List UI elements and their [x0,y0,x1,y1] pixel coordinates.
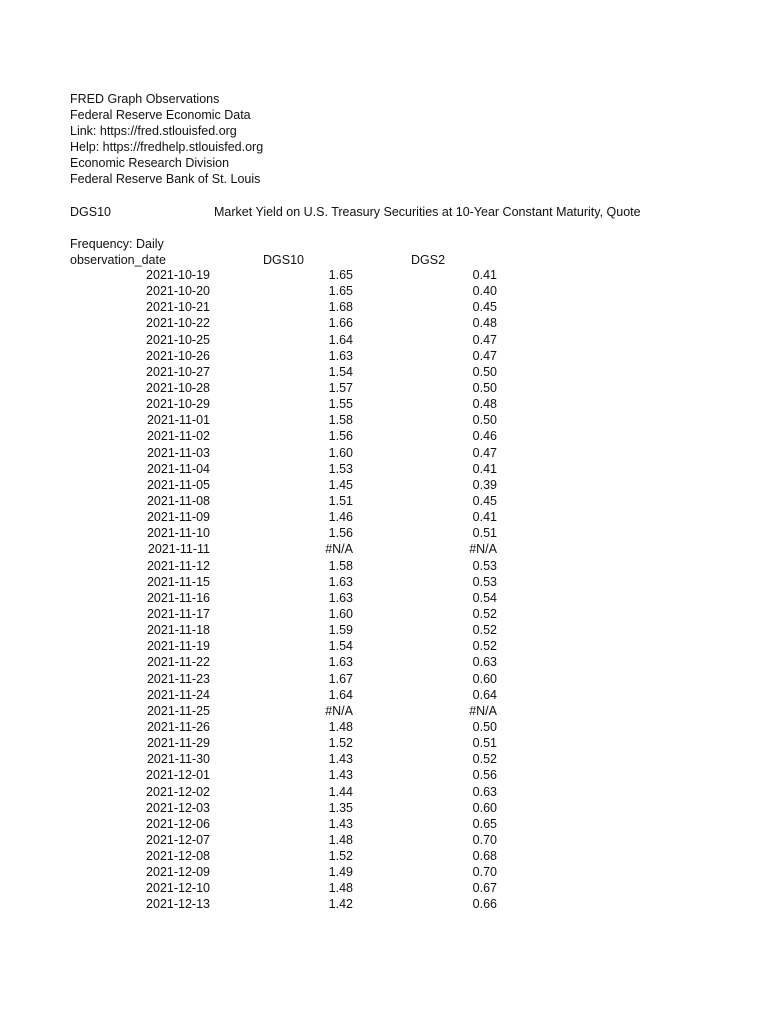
dgs10-value-cell: 1.43 [328,816,353,831]
observation-date-cell: 2021-10-22 [146,316,210,331]
dgs2-value-cell: 0.53 [472,574,497,589]
dgs2-value-cell: 0.66 [472,897,497,912]
table-row [0,703,768,719]
dgs10-value-cell: 1.57 [328,380,353,395]
table-row [0,332,768,348]
observation-date-cell: 2021-12-02 [146,784,210,799]
dgs10-value-cell: 1.59 [328,623,353,638]
dgs10-value-cell: 1.64 [328,332,353,347]
series-id: DGS10 [70,205,111,219]
dgs2-value-cell: 0.40 [472,284,497,299]
table-row [0,735,768,751]
dgs2-value-cell: #N/A [469,542,497,557]
dgs10-value-cell: 1.35 [328,800,353,815]
table-row [0,541,768,557]
table-row [0,719,768,735]
observation-date-cell: 2021-11-19 [146,639,210,654]
dgs2-value-cell: 0.64 [472,687,497,702]
observation-date-cell: 2021-12-08 [146,849,210,864]
dgs2-value-cell: 0.60 [472,671,497,686]
table-row [0,590,768,606]
dgs2-value-cell: 0.50 [472,364,497,379]
table-row [0,767,768,783]
dgs2-value-cell: 0.47 [472,348,497,363]
dgs2-value-cell: 0.50 [472,380,497,395]
table-row [0,445,768,461]
observation-date-cell: 2021-12-09 [146,865,210,880]
observation-date-cell: 2021-10-28 [146,380,210,395]
table-row [0,283,768,299]
observation-date-cell: 2021-12-01 [146,768,210,783]
table-row [0,654,768,670]
dgs10-value-cell: 1.44 [328,784,353,799]
table-row [0,896,768,912]
observation-date-cell: 2021-11-24 [146,687,210,702]
table-row [0,880,768,896]
dgs2-value-cell: 0.52 [472,639,497,654]
observation-date-cell: 2021-12-13 [146,897,210,912]
column-header-dgs10: DGS10 [263,253,304,267]
dgs2-value-cell: 0.52 [472,752,497,767]
dgs10-value-cell: 1.65 [328,268,353,282]
table-row [0,364,768,380]
observation-date-cell: 2021-10-27 [146,364,210,379]
table-row [0,800,768,816]
table-row [0,477,768,493]
observation-date-cell: 2021-11-11 [147,542,210,557]
observation-date-cell: 2021-11-25 [146,703,210,718]
table-row [0,832,768,848]
dgs10-value-cell: 1.58 [328,413,353,428]
dgs10-value-cell: 1.52 [328,736,353,751]
division-line: Economic Research Division [70,156,230,170]
observation-date-cell: 2021-11-04 [146,461,210,476]
table-row [0,848,768,864]
dgs2-value-cell: 0.70 [472,865,497,880]
table-row [0,267,768,283]
observation-date-cell: 2021-10-19 [146,268,210,282]
observation-date-cell: 2021-11-08 [146,493,210,508]
dgs10-value-cell: 1.66 [328,316,353,331]
link-line: Link: https://fred.stlouisfed.org [70,124,237,138]
dgs2-value-cell: 0.50 [472,719,497,734]
dgs10-value-cell: 1.63 [328,574,353,589]
observation-date-cell: 2021-12-07 [146,832,210,847]
observations-table [0,267,768,913]
observation-date-cell: 2021-11-10 [146,526,210,541]
dgs10-value-cell: 1.42 [328,897,353,912]
observation-date-cell: 2021-11-15 [146,574,210,589]
table-row [0,493,768,509]
table-row [0,671,768,687]
table-row [0,751,768,767]
dgs10-value-cell: 1.60 [328,606,353,621]
dgs10-value-cell: #N/A [325,542,353,557]
observation-date-cell: 2021-11-05 [146,477,210,492]
dgs10-value-cell: 1.56 [328,429,353,444]
series-title: Market Yield on U.S. Treasury Securities at 10-Year Constant Maturity, Quote [214,205,641,219]
table-row [0,687,768,703]
observation-date-cell: 2021-11-26 [146,719,210,734]
table-row [0,574,768,590]
observation-date-cell: 2021-10-25 [146,332,210,347]
bank-line: Federal Reserve Bank of St. Louis [70,172,261,186]
table-row [0,606,768,622]
observation-date-cell: 2021-11-01 [146,413,210,428]
dgs10-value-cell: 1.56 [328,526,353,541]
dgs10-value-cell: 1.48 [328,832,353,847]
help-line: Help: https://fredhelp.stlouisfed.org [70,140,264,154]
dgs2-value-cell: 0.45 [472,300,497,315]
dgs10-value-cell: 1.65 [328,284,353,299]
table-row [0,348,768,364]
dgs2-value-cell: #N/A [469,703,497,718]
dgs10-value-cell: 1.48 [328,719,353,734]
table-row [0,558,768,574]
observation-date-cell: 2021-12-03 [146,800,210,815]
dgs10-value-cell: 1.43 [328,752,353,767]
dgs2-value-cell: 0.50 [472,413,497,428]
observation-date-cell: 2021-11-30 [146,752,210,767]
observation-date-cell: 2021-10-21 [146,300,210,315]
column-header-dgs2: DGS2 [411,253,446,267]
dgs2-value-cell: 0.39 [472,477,497,492]
observation-date-cell: 2021-11-23 [146,671,210,686]
observation-date-cell: 2021-11-12 [146,558,210,573]
table-row [0,396,768,412]
column-header-date: observation_date [70,253,166,267]
dgs2-value-cell: 0.41 [472,510,497,525]
dgs10-value-cell: 1.67 [328,671,353,686]
observation-date-cell: 2021-11-16 [146,590,210,605]
observation-date-cell: 2021-11-03 [146,445,210,460]
dgs2-value-cell: 0.68 [472,849,497,864]
observation-date-cell: 2021-12-10 [146,881,210,896]
observation-date-cell: 2021-12-06 [146,816,210,831]
dgs2-value-cell: 0.63 [472,784,497,799]
table-row [0,622,768,638]
dgs2-value-cell: 0.41 [472,268,497,282]
dgs2-value-cell: 0.65 [472,816,497,831]
dgs2-value-cell: 0.54 [472,590,497,605]
table-row [0,412,768,428]
dgs10-value-cell: 1.45 [328,477,353,492]
source-name: Federal Reserve Economic Data [70,108,251,122]
dgs10-value-cell: 1.64 [328,687,353,702]
dgs10-value-cell: 1.55 [328,397,353,412]
dgs10-value-cell: 1.46 [328,510,353,525]
observation-date-cell: 2021-11-29 [146,736,210,751]
dgs10-value-cell: 1.53 [328,461,353,476]
observation-date-cell: 2021-11-02 [146,429,210,444]
observation-date-cell: 2021-10-26 [146,348,210,363]
dgs2-value-cell: 0.51 [472,736,497,751]
dgs2-value-cell: 0.45 [472,493,497,508]
table-row [0,816,768,832]
dgs2-value-cell: 0.53 [472,558,497,573]
table-row [0,638,768,654]
dgs10-value-cell: 1.63 [328,590,353,605]
observation-date-cell: 2021-11-22 [146,655,210,670]
dgs2-value-cell: 0.51 [472,526,497,541]
dgs10-value-cell: 1.52 [328,849,353,864]
table-row [0,525,768,541]
dgs10-value-cell: 1.51 [328,493,353,508]
observation-date-cell: 2021-11-09 [146,510,210,525]
dgs2-value-cell: 0.47 [472,332,497,347]
dgs2-value-cell: 0.48 [472,316,497,331]
dgs2-value-cell: 0.52 [472,623,497,638]
dgs2-value-cell: 0.56 [472,768,497,783]
dgs2-value-cell: 0.70 [472,832,497,847]
table-row [0,509,768,525]
dgs2-value-cell: 0.60 [472,800,497,815]
dgs10-value-cell: 1.58 [328,558,353,573]
observation-date-cell: 2021-10-20 [146,284,210,299]
dgs2-value-cell: 0.41 [472,461,497,476]
dgs10-value-cell: 1.54 [328,639,353,654]
doc-title: FRED Graph Observations [70,92,220,106]
table-row [0,315,768,331]
dgs10-value-cell: 1.60 [328,445,353,460]
table-row [0,299,768,315]
dgs10-value-cell: 1.49 [328,865,353,880]
dgs2-value-cell: 0.63 [472,655,497,670]
observation-date-cell: 2021-11-17 [146,606,210,621]
dgs2-value-cell: 0.67 [472,881,497,896]
dgs10-value-cell: #N/A [325,703,353,718]
dgs2-value-cell: 0.48 [472,397,497,412]
table-row [0,461,768,477]
frequency-label: Frequency: Daily [70,237,164,251]
dgs2-value-cell: 0.52 [472,606,497,621]
dgs10-value-cell: 1.43 [328,768,353,783]
dgs10-value-cell: 1.63 [328,348,353,363]
dgs10-value-cell: 1.68 [328,300,353,315]
dgs10-value-cell: 1.63 [328,655,353,670]
table-row [0,380,768,396]
dgs2-value-cell: 0.46 [472,429,497,444]
observation-date-cell: 2021-10-29 [146,397,210,412]
table-row [0,428,768,444]
dgs10-value-cell: 1.54 [328,364,353,379]
dgs2-value-cell: 0.47 [472,445,497,460]
dgs10-value-cell: 1.48 [328,881,353,896]
observation-date-cell: 2021-11-18 [146,623,210,638]
table-row [0,864,768,880]
table-row [0,784,768,800]
